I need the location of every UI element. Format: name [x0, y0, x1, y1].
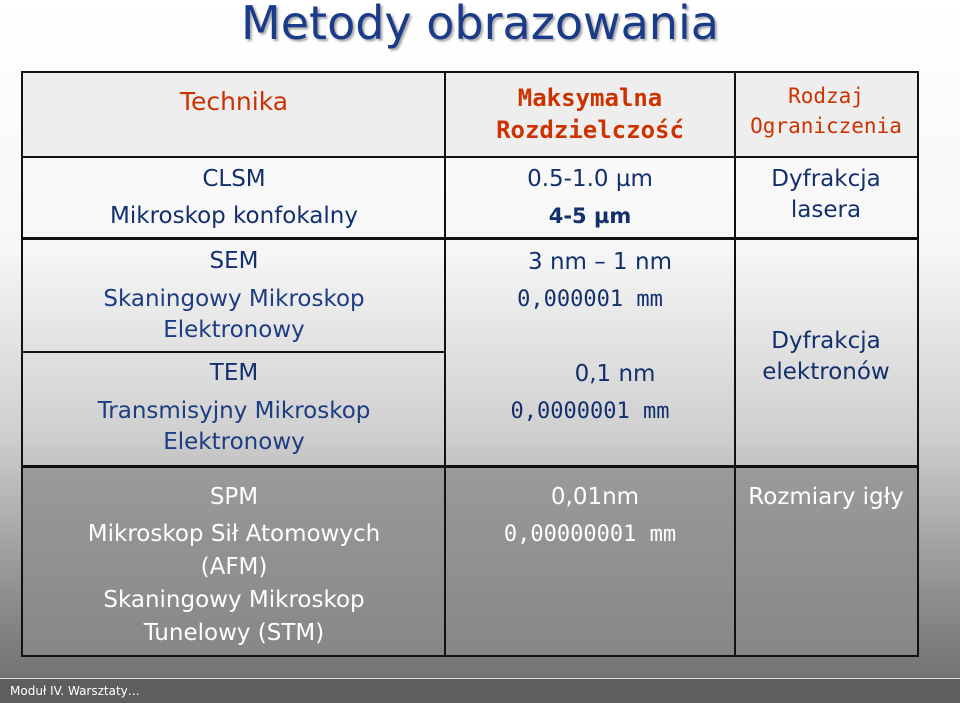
spm-limit: Rozmiary igły [748, 484, 904, 510]
spm-name-line1: Mikroskop Sił Atomowych [87, 521, 381, 547]
divider-sem [23, 351, 445, 353]
divider-col2 [734, 73, 736, 655]
sem-technique [23, 246, 445, 346]
spm-name-line3: Skaningowy Mikroskop [103, 587, 365, 613]
tem-technique [23, 358, 445, 458]
clsm-limit [735, 164, 917, 226]
spm-res2: 0,00000001 mm [503, 522, 677, 547]
spm-abbr: SPM [209, 484, 259, 510]
electron-limit-line2: elektronów [762, 359, 890, 385]
spm-technique [23, 481, 445, 650]
sem-resolution [445, 247, 735, 315]
tem-resolution [445, 359, 735, 427]
header-limit-line1: Rodzaj [788, 84, 864, 108]
clsm-limit-line2: lasera [790, 197, 862, 223]
footer-bar [0, 678, 960, 703]
tem-res1: 0,1 nm [574, 361, 656, 387]
clsm-technique [23, 164, 445, 232]
sem-res2: 0,000001 mm [517, 287, 663, 312]
clsm-name: Mikroskop konfokalny [110, 203, 358, 229]
spm-res1: 0,01nm [550, 484, 640, 510]
clsm-res2: 4-5 µm [548, 204, 632, 228]
clsm-abbr: CLSM [202, 166, 266, 192]
sem-name-line1: Skaningowy Mikroskop [103, 286, 365, 312]
tem-res2: 0,0000001 mm [510, 399, 670, 424]
clsm-res1: 0.5-1.0 µm [527, 166, 653, 192]
header-resolution [445, 82, 735, 146]
footer-text: Moduł IV. Warsztaty… [10, 684, 140, 698]
electron-limit [735, 326, 917, 388]
divider-tem [23, 465, 917, 468]
header-limit-line2: Ograniczenia [750, 114, 902, 138]
tem-name-line1: Transmisyjny Mikroskop [97, 398, 371, 424]
methods-table [21, 71, 919, 657]
sem-res1: 3 nm – 1 nm [528, 249, 672, 275]
slide-title: Metody obrazowania [241, 0, 719, 50]
header-resolution-line1: Maksymalna [517, 84, 663, 112]
clsm-limit-line1: Dyfrakcja [771, 166, 881, 192]
sem-name-line2: Elektronowy [163, 317, 305, 343]
header-limit [735, 81, 917, 141]
electron-limit-line1: Dyfrakcja [771, 328, 881, 354]
clsm-resolution [445, 164, 735, 232]
spm-name-line4: Tunelowy (STM) [143, 620, 325, 646]
divider-header [23, 156, 917, 158]
divider-clsm [23, 237, 917, 240]
header-resolution-line2: Rozdzielczość [496, 116, 684, 144]
tem-abbr: TEM [209, 360, 259, 386]
spm-resolution [445, 482, 735, 550]
divider-col1 [444, 73, 446, 655]
sem-abbr: SEM [209, 248, 259, 274]
tem-name-line2: Elektronowy [163, 429, 305, 455]
header-technique: Technika [179, 87, 289, 116]
spm-name-line2: (AFM) [200, 554, 268, 580]
